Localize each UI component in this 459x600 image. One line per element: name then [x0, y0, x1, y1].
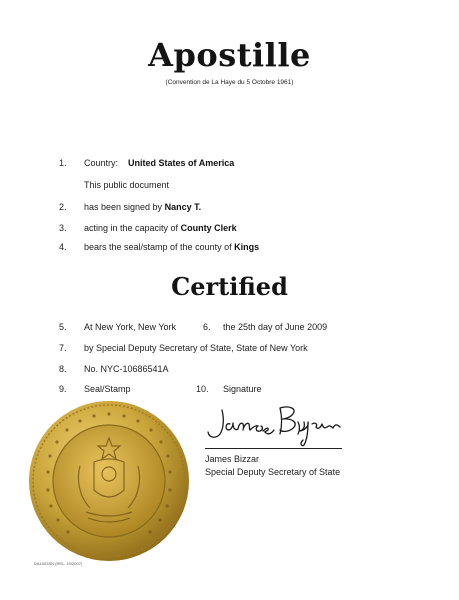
item-number-4: 4.: [59, 242, 67, 252]
item-number-3: 3.: [59, 223, 67, 233]
item-number-10: 10.: [196, 384, 209, 394]
gold-state-seal: [28, 400, 190, 562]
item-number-1: 1.: [59, 158, 67, 168]
county-label: bears the seal/stamp of the county of: [84, 242, 232, 252]
seal-caption: DA1003SN (REL. 10/2007): [34, 561, 83, 566]
document-title: Apostille: [148, 36, 311, 74]
item-county: [84, 242, 259, 252]
item-number-2: 2.: [59, 202, 67, 212]
country-value: United States of America: [128, 158, 235, 168]
signature-line: [205, 448, 342, 449]
place-value: At New York, New York: [84, 322, 177, 332]
seal-stamp-label: Seal/Stamp: [84, 384, 131, 394]
certificate-number: No. NYC-10686541A: [84, 364, 169, 374]
handwritten-signature: [200, 400, 350, 450]
convention-subtitle: (Convention de La Haye du 5 Octobre 1961): [165, 79, 294, 86]
signed-by-label: has been signed by: [84, 202, 163, 212]
capacity-label: acting in the capacity of: [84, 223, 179, 233]
country-label: Country:: [84, 158, 119, 168]
item-capacity: [84, 223, 237, 233]
signed-by-value: Nancy T.: [164, 202, 202, 212]
item-signed-by: [84, 202, 201, 212]
public-document-line: This public document: [84, 180, 170, 190]
signatory-name: James Bizzar: [205, 454, 260, 464]
county-value: Kings: [234, 242, 260, 252]
item-number-8: 8.: [59, 364, 67, 374]
item-number-6: 6.: [203, 322, 211, 332]
item-number-5: 5.: [59, 322, 67, 332]
date-value: the 25th day of June 2009: [223, 322, 328, 332]
item-country: [84, 158, 234, 168]
capacity-value: County Clerk: [180, 223, 237, 233]
signatory-title: Special Deputy Secretary of State: [205, 467, 341, 477]
certified-heading: Certified: [171, 272, 288, 301]
item-number-7: 7.: [59, 343, 67, 353]
item-number-9: 9.: [59, 384, 67, 394]
signature-label: Signature: [223, 384, 262, 394]
by-authority-value: by Special Deputy Secretary of State, State of New York: [84, 343, 308, 353]
